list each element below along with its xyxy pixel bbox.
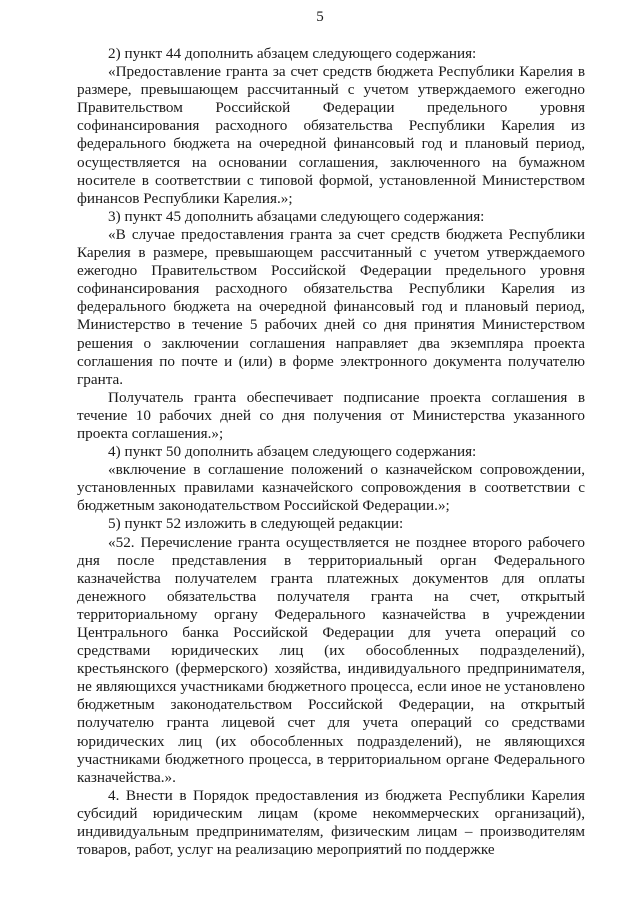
paragraph-item-5: 5) пункт 52 изложить в следующей редакции:	[108, 515, 404, 533]
paragraph-signing: Получатель гранта обеспечивает подписание проекта соглашения в течение 10 рабочих дней со дня получения от Министерства указанного проекта соглашения.»;	[77, 388, 585, 442]
paragraph-section-4: 4. Внести в Порядок предоставления из бюджета Республики Карелия субсидий юридическим лицам (кроме некоммерческих организаций), индивидуальным предпринимателям, физическим лицам – производителям товаров, работ, услуг на реализацию мероприятий по поддержке	[77, 786, 585, 859]
paragraph-item-2: 2) пункт 44 дополнить абзацем следующего содержания:	[108, 45, 477, 62]
paragraph-item-50-text: «включение в соглашение положений о казначейском сопровождении, установленных правилами казначейского сопровождения в соответствии с бюджетным законодательством Российской Федерации.»;	[77, 461, 585, 515]
paragraph-item-4: 4) пункт 50 дополнить абзацем следующего содержания:	[108, 443, 477, 461]
paragraph-item-52-text: «52. Перечисление гранта осуществляется не позднее второго рабочего дня после представления в территориальный орган Федерального казначейства получателем гранта платежных документов для оплаты денежного обязательства получателя гранта на счет, открытый территориальному органу Федерального казначейства в учреждении Центрального банка Российской Федерации для учета операций со средствами юридических лиц (их обособленных подразделений), крестьянского (фермерского) хозяйства, индивидуального предпринимателя, не являющихся участниками бюджетного процесса, если иное не установлено бюджетным законодательством Российской Федерации, на открытый получателю гранта лицевой счет для учета операций со средствами юридических лиц (их обособленных подразделений), не являющихся участниками бюджетного процесса, в территориальном органе Федерального казначейства.».	[77, 533, 585, 786]
document-body	[77, 45, 585, 859]
paragraph-item-45-text: «В случае предоставления гранта за счет средств бюджета Республики Карелия в размере, превышающем рассчитанный с учетом утверждаемого ежегодно Правительством Российской Федерации предельного уровня софинансирования расходного обязательства Республики Карелия из федерального бюджета на очередной финансовый год и плановый период, Министерство в течение 5 рабочих дней со дня принятия Министерством решения о заключении соглашения направляет два экземпляра проекта соглашения по почте и (или) в форме электронного документа получателю гранта.	[77, 225, 585, 388]
paragraph-item-3: 3) пункт 45 дополнить абзацами следующего содержания:	[108, 207, 485, 225]
page-number: 5	[316, 9, 324, 25]
paragraph-item-44-text: «Предоставление гранта за счет средств бюджета Республики Карелия в размере, превышающем рассчитанный с учетом утверждаемого ежегодно Правительством Российской Федерации предельного уровня софинансирования расходного обязательства Республики Карелия из федерального бюджета на очередной финансовый год и плановый период, осуществляется на основании соглашения, заключенного на бумажном носителе в соответствии с типовой формой, установленной Министерством финансов Республики Карелия.»;	[77, 63, 585, 207]
